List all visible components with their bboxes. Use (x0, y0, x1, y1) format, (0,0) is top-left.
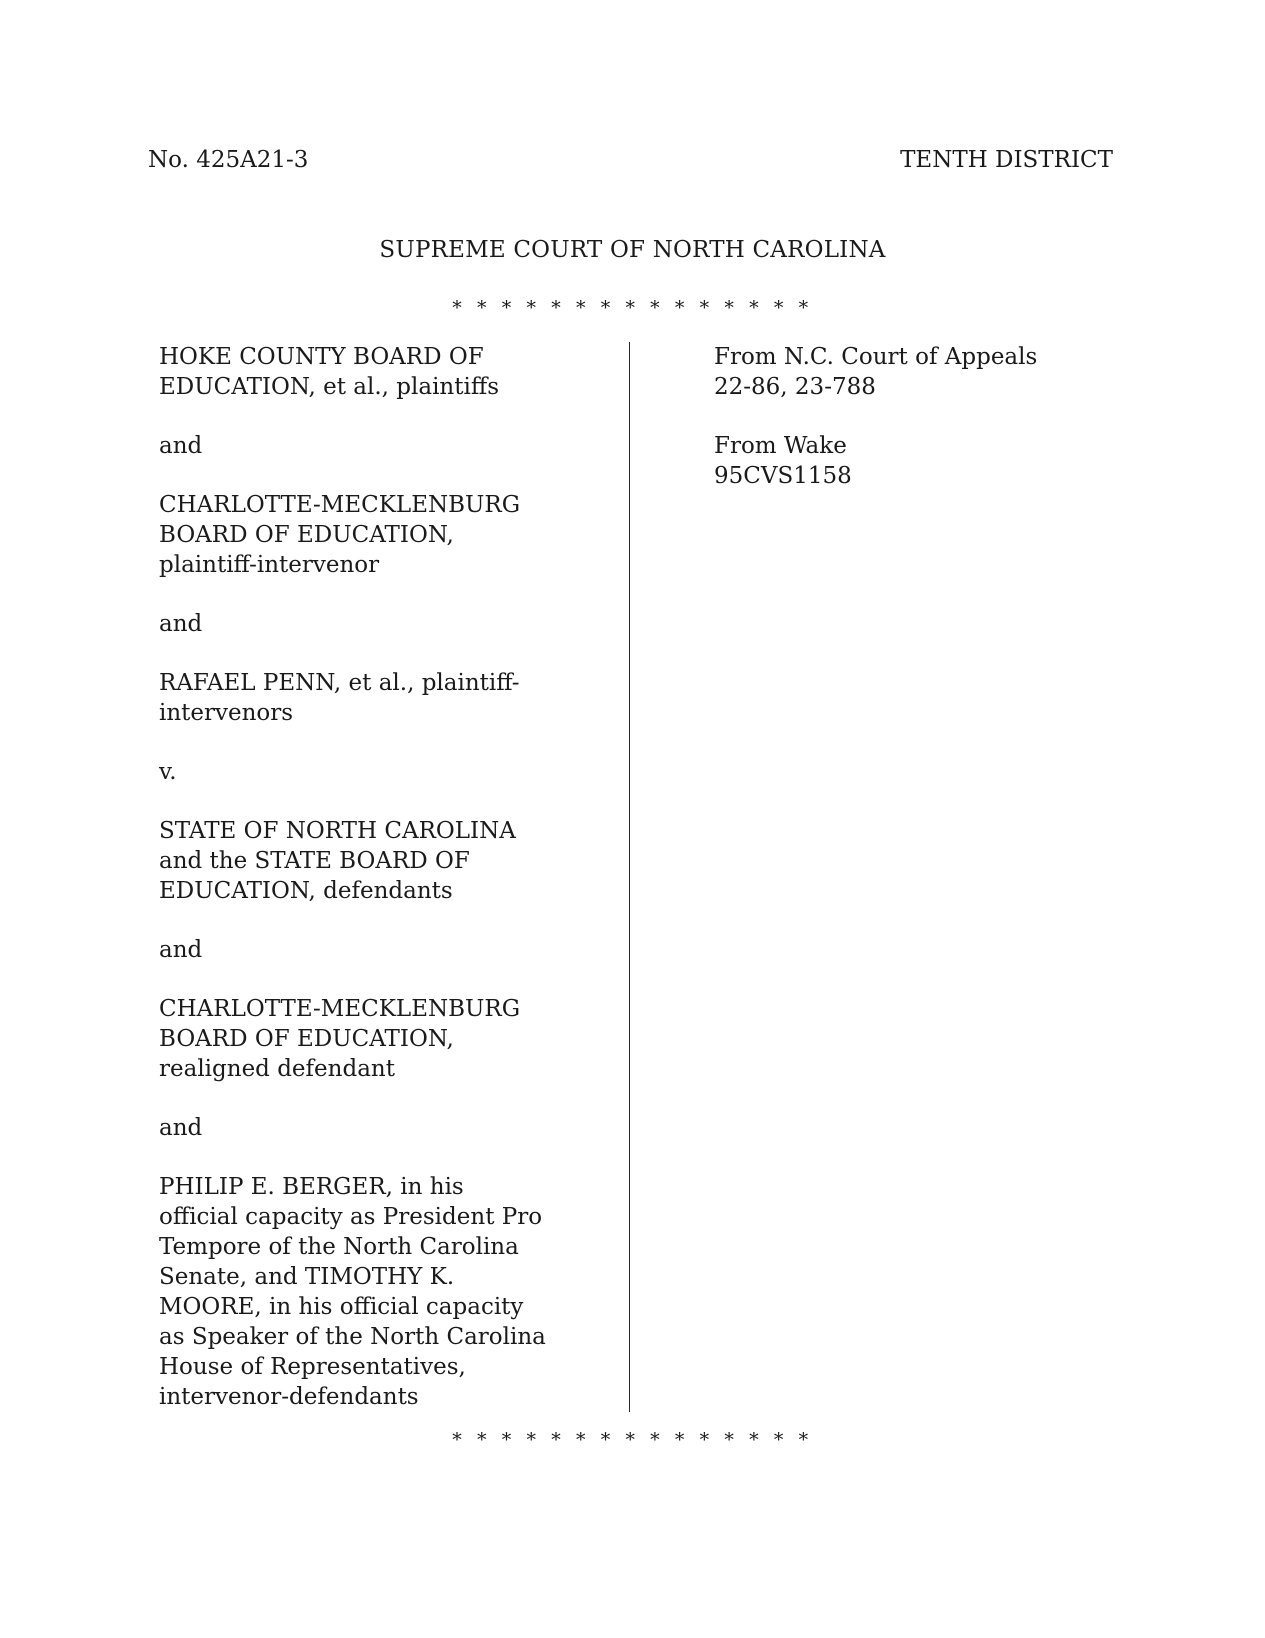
versus: v. (159, 759, 177, 785)
conjunction: and (159, 937, 203, 963)
case-origin (714, 342, 1134, 491)
separator-bottom: * * * * * * * * * * * * * * * (452, 1429, 813, 1451)
district-label: TENTH DISTRICT (900, 147, 1113, 173)
party-plaintiffs: HOKE COUNTY BOARD OF EDUCATION, et al., plaintiffs (159, 344, 499, 400)
conjunction: and (159, 611, 203, 637)
conjunction: and (159, 1115, 203, 1141)
column-divider (629, 342, 630, 1412)
conjunction: and (159, 433, 203, 459)
party-plaintiff-intervenor: CHARLOTTE-MECKLENBURG BOARD OF EDUCATION, plaintiff-intervenor (159, 492, 521, 578)
origin-court-of-appeals: From N.C. Court of Appeals 22-86, 23-788 (714, 344, 1038, 400)
party-realigned-defendant: CHARLOTTE-MECKLENBURG BOARD OF EDUCATION, realigned defendant (159, 996, 521, 1082)
court-title: SUPREME COURT OF NORTH CAROLINA (379, 237, 886, 263)
party-intervenor-defendants: PHILIP E. BERGER, in his official capacity as President Pro Tempore of the North Carolina Senate, and TIMOTHY K. MOORE, in his official capacity as Speaker of the North Carolina House of Representatives, intervenor-defendants (159, 1174, 546, 1410)
separator-top: * * * * * * * * * * * * * * * (452, 297, 813, 319)
case-parties (159, 342, 599, 1412)
party-defendants: STATE OF NORTH CAROLINA and the STATE BOARD OF EDUCATION, defendants (159, 818, 516, 904)
party-plaintiff-intervenors: RAFAEL PENN, et al., plaintiff- intervenors (159, 670, 520, 726)
docket-number: No. 425A21-3 (148, 147, 309, 173)
origin-wake-county: From Wake 95CVS1158 (714, 433, 852, 489)
